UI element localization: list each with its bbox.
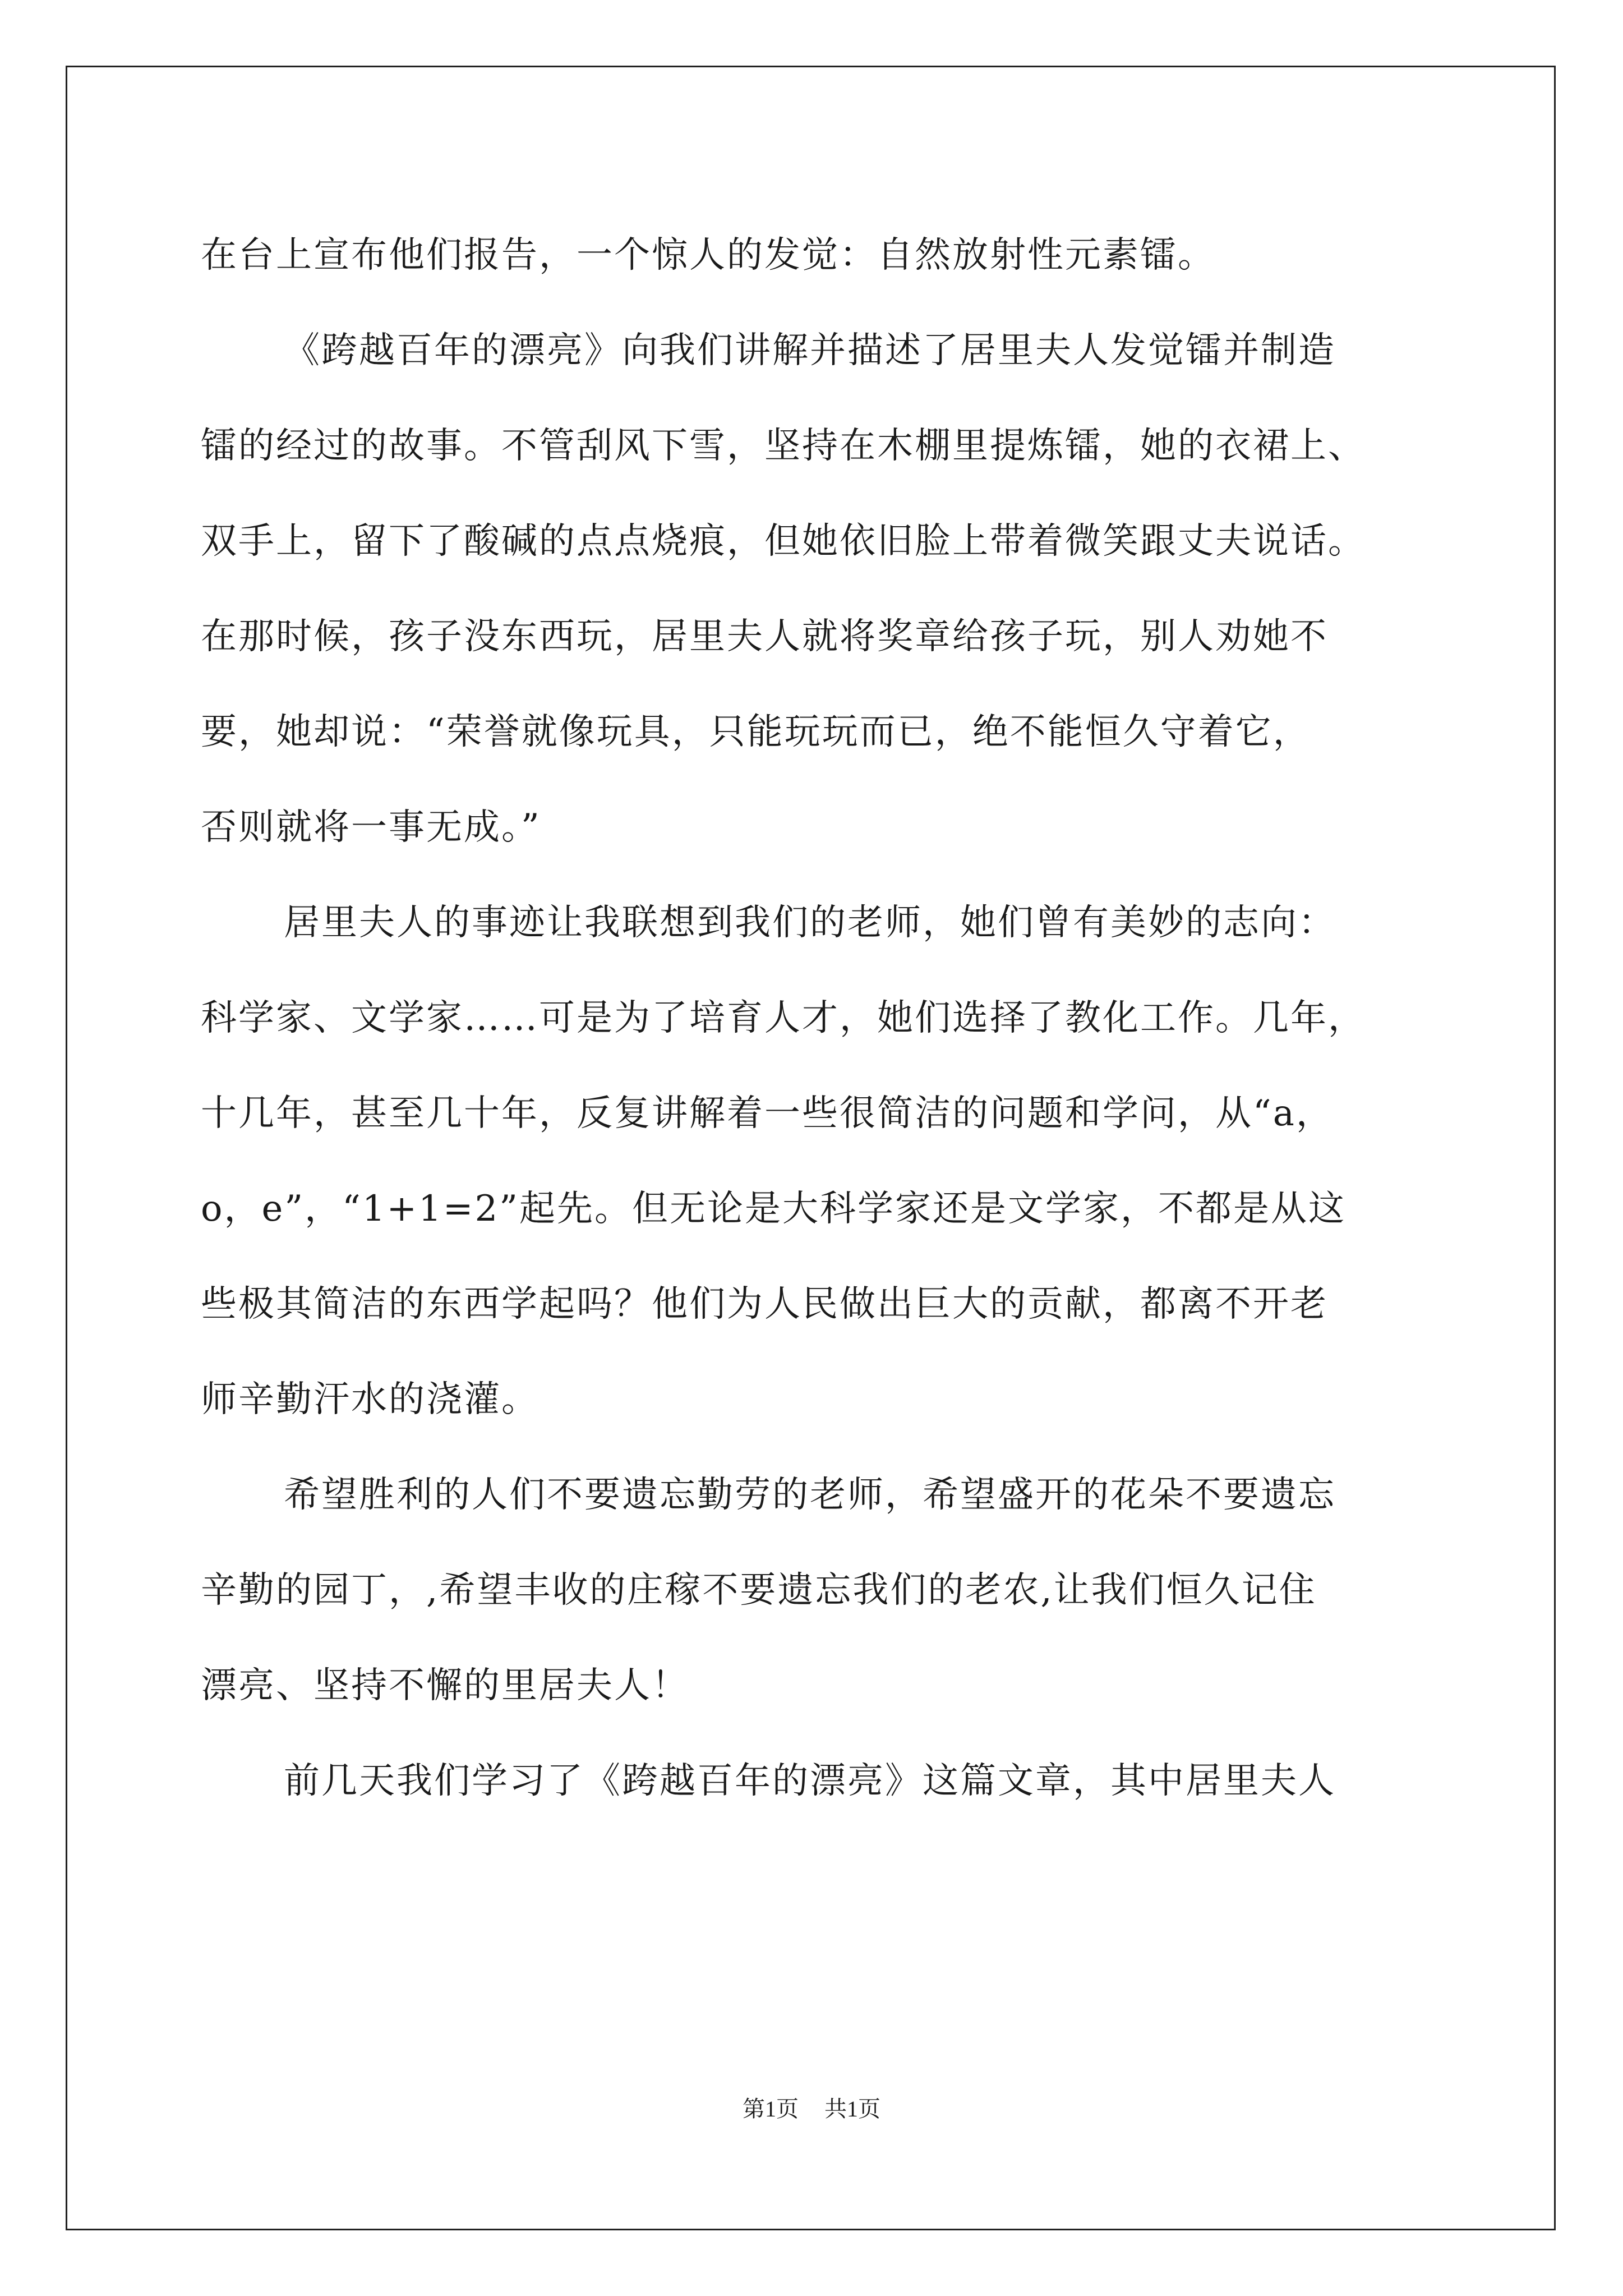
text-line: 否则就将一事无成。” <box>201 807 541 848</box>
page-number: 第1页 <box>743 2096 799 2122</box>
text-line: 前几天我们学习了《跨越百年的漂亮》这篇文章，其中居里夫人 <box>284 1760 1336 1802</box>
text-line: 些极其简洁的东西学起吗？他们为人民做出巨大的贡献，都离不开老 <box>201 1283 1328 1325</box>
text-line: 辛勤的园丁，,希望丰收的庄稼不要遗忘我们的老农,让我们恒久记住 <box>201 1570 1317 1611</box>
text-line: 漂亮、坚持不懈的里居夫人！ <box>201 1665 689 1706</box>
text-line: 《跨越百年的漂亮》向我们讲解并描述了居里夫人发觉镭并制造 <box>284 330 1336 371</box>
text-line: 科学家、文学家……可是为了培育人才，她们选择了教化工作。几年， <box>201 997 1366 1039</box>
page-footer <box>0 2095 1623 2123</box>
text-line: 双手上，留下了酸碱的点点烧痕，但她依旧脸上带着微笑跟丈夫说话。 <box>201 521 1366 562</box>
page-total: 共1页 <box>824 2096 880 2122</box>
document-body <box>201 208 1437 1829</box>
text-line: 在那时候，孩子没东西玩，居里夫人就将奖章给孩子玩，别人劝她不 <box>201 616 1328 657</box>
text-line: 希望胜利的人们不要遗忘勤劳的老师，希望盛开的花朵不要遗忘 <box>284 1474 1336 1516</box>
text-line: o，e”，“1+1=2”起先。但无论是大科学家还是文学家，不都是从这 <box>201 1188 1346 1230</box>
text-line: 在台上宣布他们报告，一个惊人的发觉：自然放射性元素镭。 <box>201 234 1215 276</box>
text-line: 师辛勤汗水的浇灌。 <box>201 1379 539 1420</box>
text-line: 居里夫人的事迹让我联想到我们的老师，她们曾有美妙的志向： <box>284 902 1336 944</box>
text-line: 镭的经过的故事。不管刮风下雪，坚持在木棚里提炼镭，她的衣裙上、 <box>201 425 1366 467</box>
text-line: 十几年，甚至几十年，反复讲解着一些很简洁的问题和学问，从“a， <box>201 1093 1334 1134</box>
text-line: 要，她却说：“荣誉就像玩具，只能玩玩而已，绝不能恒久守着它， <box>201 711 1311 753</box>
